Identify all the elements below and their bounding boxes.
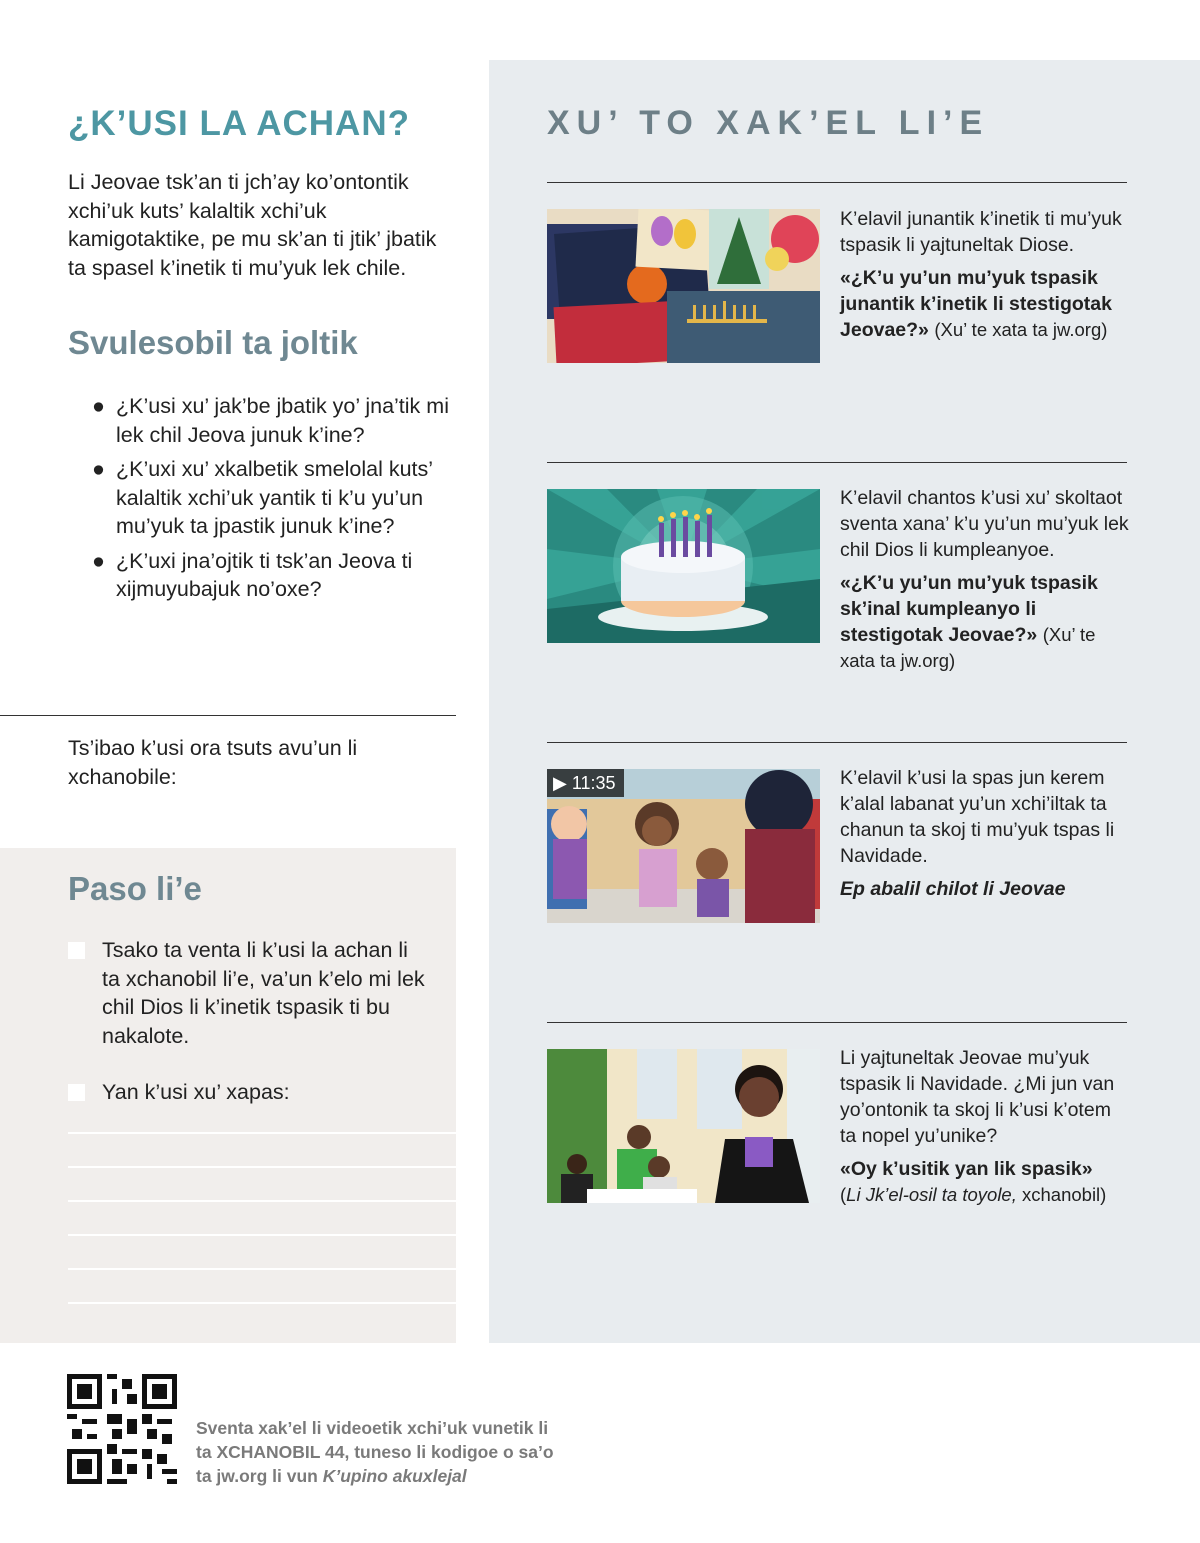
publication-title: K’upino akuxlejal: [322, 1466, 467, 1486]
intro-paragraph: Li Jeovae tsk’an ti jch’ay ko’ontontik xchi’uk kuts’ kalaltik xchi’uk kamigotaktike, pe mu sk’an ti jtik’ jbatik ta spasel k’inetik ti mu’yuk lek chile.: [68, 170, 437, 280]
divider: [0, 715, 456, 716]
write-in-line[interactable]: [68, 1166, 456, 1168]
birthday-cake-image[interactable]: [547, 489, 820, 643]
divider: [547, 462, 1127, 463]
divider: [547, 1022, 1127, 1023]
checklist-label: Tsako ta venta li k’usi la achan li ta xchanobil li’e, va’un k’elo mi lek chil Dios li k’inetik tspasik ti bu nakalote.: [102, 938, 425, 1048]
divider: [547, 742, 1127, 743]
questions-heading: Svulesobil ta joltik: [68, 324, 358, 361]
section-title: ¿K’USI LA ACHAN?: [68, 104, 410, 143]
review-questions-list: [92, 392, 452, 610]
checklist-label: Yan k’usi xu’ xapas:: [102, 1080, 290, 1104]
resource-link[interactable]: Ep abalil chilot li Jeovae: [840, 878, 1066, 900]
divider: [547, 182, 1127, 183]
resources-heading: XU’ TO XAK’EL LI’E: [547, 104, 990, 142]
list-item: ● ¿K’uxi jna’ojtik ti tsk’an Jeova ti xijmuyubajuk no’oxe?: [92, 548, 413, 601]
checklist-item-other[interactable]: [68, 1078, 428, 1107]
bullet-icon: ●: [92, 394, 105, 418]
write-in-line[interactable]: [68, 1200, 456, 1202]
resource-link[interactable]: «Oy k’usitik yan lik spasik»: [840, 1158, 1093, 1180]
bullet-icon: ●: [92, 548, 105, 573]
video-duration-badge: ▶ 11:35: [547, 769, 624, 797]
checklist-item-goal[interactable]: [68, 936, 428, 1050]
bullet-icon: ●: [92, 457, 105, 481]
list-item: ● ¿K’usi xu’ jak’be jbatik yo’ jna’tik mi lek chil Jeova junuk k’ine?: [92, 394, 449, 447]
footer-note: Sventa xak’el li videoetik xchi’uk vunetik li ta XCHANOBIL 44, tuneso li kodigoe o sa’o ta jw.org li vun K’upino akuxlejal: [196, 1418, 554, 1486]
woman-family-garden-icon: [547, 1049, 820, 1203]
video-thumbnail[interactable]: [547, 769, 820, 923]
holiday-collage-image[interactable]: [547, 209, 820, 363]
resource-description: K’elavil chantos k’usi xu’ skoltaot sventa xana’ k’u yu’un mu’yuk lek chil Dios li kumpleanyoe. «¿K’u yu’un mu’yuk tspasik sk’inal kumpleanyo li stestigotak Jeovae?» (Xu’ te xata ta jw.org): [840, 487, 1129, 671]
resource-link[interactable]: «¿K’u yu’un mu’yuk tspasik sk’inal kumpleanyo li stestigotak Jeovae?»: [840, 572, 1098, 646]
birthday-cake-icon: [547, 489, 820, 643]
checkbox[interactable]: [68, 942, 85, 959]
list-item: ● ¿K’uxi xu’ xkalbetik smelolal kuts’ kalaltik xchi’uk yantik ti k’u yu’un mu’yuk ta jpastik junuk k’ine?: [92, 457, 433, 538]
next-step-heading: Paso li’e: [68, 870, 202, 907]
write-in-line[interactable]: [68, 1132, 456, 1134]
resource-description: K’elavil k’usi la spas jun kerem k’alal labanat yu’un xchi’iltak ta chanun ta skoj ti mu’yuk tspas li Navidade. Ep abalil chilot li Jeovae: [840, 767, 1115, 900]
write-in-line[interactable]: [68, 1302, 456, 1304]
resource-link[interactable]: «¿K’u yu’un mu’yuk tspasik junantik k’inetik li stestigotak Jeovae?»: [840, 267, 1112, 341]
completion-note: Ts’ibao k’usi ora tsuts avu’un li xchanobile:: [68, 736, 358, 789]
holiday-collage-icon: [547, 209, 820, 363]
resource-description: K’elavil junantik k’inetik ti mu’yuk tspasik li yajtuneltak Diose. «¿K’u yu’un mu’yuk tspasik junantik k’inetik li stestigotak Jeovae?» (Xu’ te xata ta jw.org): [840, 208, 1122, 341]
resource-description: Li yajtuneltak Jeovae mu’yuk tspasik li Navidade. ¿Mi jun van yo’ontonik ta skoj li k’usi k’otem ta nopel yu’unike? «Oy k’usitik yan lik spasik» (Li Jk’el-osil ta toyole, xchanobil): [840, 1047, 1115, 1205]
write-in-line[interactable]: [68, 1234, 456, 1236]
checkbox[interactable]: [68, 1084, 85, 1101]
woman-family-garden-image[interactable]: [547, 1049, 820, 1203]
write-in-line[interactable]: [68, 1268, 456, 1270]
qr-code-icon[interactable]: [67, 1374, 177, 1484]
